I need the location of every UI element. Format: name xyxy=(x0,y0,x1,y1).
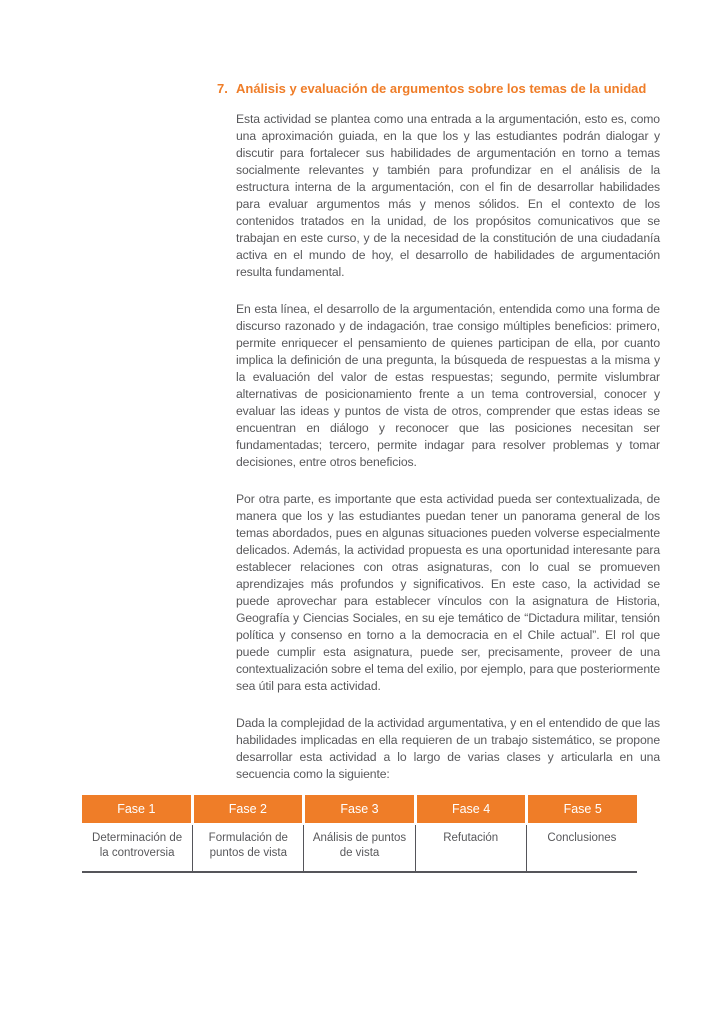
phase-table-header-fase-1: Fase 1 xyxy=(82,795,191,823)
section-heading xyxy=(217,81,662,96)
phase-table-header-fase-5: Fase 5 xyxy=(528,795,637,823)
paragraph-introduction: Esta actividad se plantea como una entrada a la argumentación, esto es, como una aproximación guiada, en la que los y las estudiantes podrán dialogar y discutir para fortalecer sus habilidades de argumentación en torno a temas socialmente relevantes y también para profundizar en el análisis de la estructura interna de la argumentación, con el fin de desarrollar habilidades para evaluar argumentos más y menos sólidos. En el contexto de los contenidos tratados en la unidad, de los propósitos comunicativos que se trabajan en este curso, y de la necesidad de la constitución de una ciudadanía activa en el mundo de hoy, el desarrollo de habilidades de argumentación resulta fundamental. xyxy=(236,112,660,279)
document-page xyxy=(0,81,720,1013)
phase-table-header-row xyxy=(82,795,637,823)
phase-table xyxy=(82,795,637,873)
paragraph-contextualization: Por otra parte, es importante que esta actividad pueda ser contextualizada, de manera que los y las estudiantes puedan tener un panorama general de los temas abordados, pues en algunas situaciones pueden volverse especialmente delicados. Además, la actividad propuesta es una oportunidad interesante para establecer relaciones con otras asignaturas, con lo cual se promueven aprendizajes más profundos y significativos. En este caso, la actividad se puede aprovechar para establecer vínculos con la asignatura de Historia, Geografía y Ciencias Sociales, en su eje temático de “Dictadura militar, tensión política y consenso en torno a la democracia en el Chile actual”. El rol que puede cumplir esta asignatura, puede ser, precisamente, proveer de una contextualización sobre el tema del exilio, por ejemplo, para que posteriormente sea útil para esta actividad. xyxy=(236,492,660,693)
body-text xyxy=(236,111,660,783)
phase-table-cell-fase-2: Formulación de puntos de vista xyxy=(192,825,303,871)
paragraph-sequence-intro: Dada la complejidad de la actividad argumentativa, y en el entendido de que las habilidades implicadas en ella requieren de un trabajo sistemático, se propone desarrollar esta actividad a lo largo de varias clases y articularla en una secuencia como la siguiente: xyxy=(236,716,660,781)
section-number: 7. xyxy=(217,81,228,96)
phase-table-cell-fase-5: Conclusiones xyxy=(526,825,637,871)
phase-table-cell-fase-4: Refutación xyxy=(415,825,526,871)
phase-table-cell-fase-1: Determinación de la controversia xyxy=(92,832,183,859)
paragraph-benefits: En esta línea, el desarrollo de la argumentación, entendida como una forma de discurso razonado y de indagación, trae consigo múltiples beneficios: primero, permite enriquecer el pensamiento de quienes participan de ella, por cuanto implica la definición de una pregunta, la búsqueda de respuestas a la misma y la evaluación del valor de estas respuestas; segundo, permite vislumbrar alternativas de posicionamiento frente a un tema controversial, conocer y evaluar las ideas y puntos de vista de otros, comprender que estas ideas se encuentran en diálogo y reconocer que las posiciones necesitan ser fundamentadas; tercero, permite indagar para resolver problemas y tomar decisiones, entre otros beneficios. xyxy=(236,302,660,469)
phase-table-header-fase-3: Fase 3 xyxy=(305,795,414,823)
phase-table-header-fase-2: Fase 2 xyxy=(194,795,303,823)
phase-table-body-row xyxy=(82,825,637,873)
section-title: Análisis y evaluación de argumentos sobre los temas de la unidad xyxy=(236,81,647,96)
phase-table-header-fase-4: Fase 4 xyxy=(417,795,526,823)
phase-table-cell-fase-3: Análisis de puntos de vista xyxy=(303,825,414,871)
